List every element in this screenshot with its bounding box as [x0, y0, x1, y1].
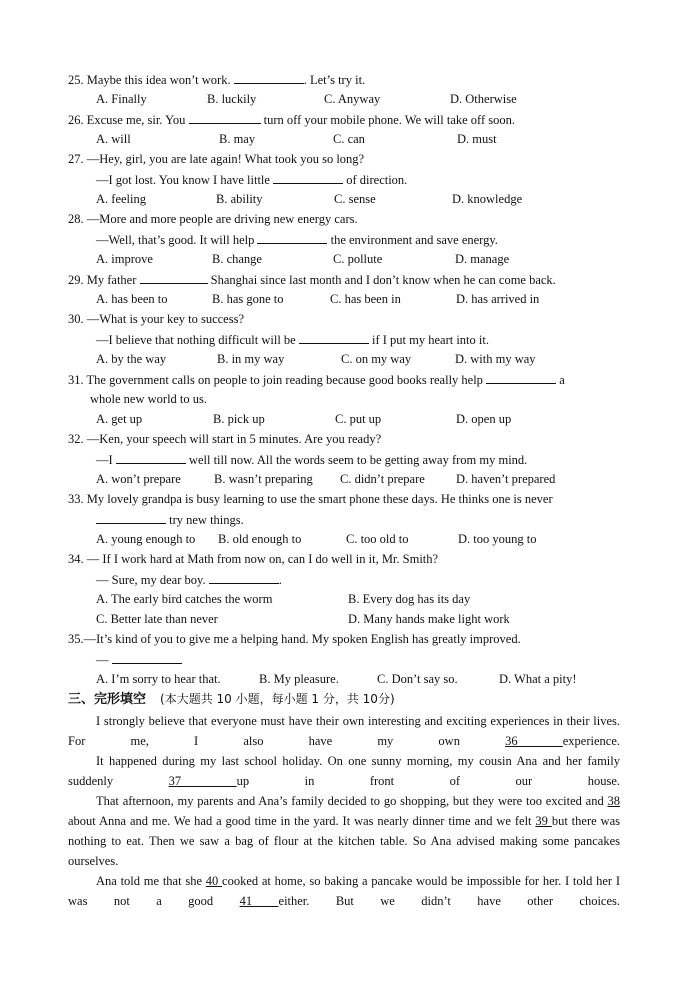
question-32-reply-text: —I [96, 453, 116, 467]
section-note: (本大题共 10 小题，每小题 1 分，共 10分) [160, 692, 395, 706]
option-a: A. I’m sorry to hear that. [96, 672, 221, 686]
option-c: C. too old to [346, 532, 409, 546]
option-a: A. The early bird catches the worm [96, 592, 273, 606]
passage-text: either. But we didn’t have other choices. [278, 894, 621, 908]
passage-paragraph-1 [68, 711, 620, 751]
option-b: B. change [212, 252, 262, 266]
section-header [68, 690, 395, 709]
question-26-stem-end: turn off your mobile phone. We will take off soon. [260, 113, 516, 127]
option-d: D. Many hands make light work [348, 612, 510, 626]
question-32-reply-end: well till now. All the words seem to be getting away from my mind. [185, 453, 528, 467]
option-a: A. feeling [96, 192, 146, 206]
answer-blank [209, 571, 279, 584]
answer-blank [234, 71, 304, 84]
option-a: A. will [96, 132, 131, 146]
question-32-reply [96, 451, 527, 468]
question-25-stem: 25. Maybe this idea won’t work. [68, 73, 234, 87]
passage-paragraph-2 [68, 751, 620, 791]
question-26 [68, 111, 515, 128]
option-a: A. young enough to [96, 532, 196, 546]
answer-blank [189, 111, 261, 124]
question-33: 33. My lovely grandpa is busy learning to use the smart phone these days. He thinks one is never [68, 492, 553, 506]
question-33-continued-text: try new things. [166, 513, 244, 527]
passage-text: experience. [562, 734, 621, 748]
question-30-reply-text: —I believe that nothing difficult will be [96, 333, 299, 347]
option-c: C. pollute [333, 252, 383, 266]
option-a: A. Finally [96, 92, 147, 106]
question-25-stem-end: . Let’s try it. [303, 73, 366, 87]
answer-blank [257, 231, 327, 244]
option-d: D. haven’t prepared [456, 472, 556, 486]
option-a: A. has been to [96, 292, 168, 306]
answer-blank [299, 331, 369, 344]
blank-37: 37 [168, 774, 237, 788]
question-29-stem-end: Shanghai since last month and I don’t know when he can come back. [207, 273, 556, 287]
option-c: C. on my way [341, 352, 412, 366]
option-b: B. ability [216, 192, 263, 206]
answer-blank [116, 451, 186, 464]
question-31-stem-end: a [556, 373, 565, 387]
option-b: B. wasn’t preparing [214, 472, 313, 486]
passage-text: That afternoon, my parents and Ana’s family decided to go shopping, but they were too excited and [96, 794, 608, 808]
question-34-reply-end: . [278, 573, 282, 587]
option-b: B. Every dog has its day [348, 592, 471, 606]
section-title: 三、完形填空 [68, 692, 147, 707]
passage-text: about Anna and me. We had a good time in the yard. It was nearly dinner time and we felt [68, 814, 536, 828]
question-31 [68, 371, 565, 388]
question-28-reply [96, 231, 498, 248]
blank-38: 38 [607, 794, 620, 808]
blank-41: 41 [239, 894, 279, 908]
question-34-options-row2 [0, 611, 695, 627]
option-b: B. My pleasure. [259, 672, 339, 686]
option-b: B. old enough to [218, 532, 302, 546]
option-a: A. get up [96, 412, 143, 426]
option-c: C. can [333, 132, 365, 146]
blank-36: 36 [505, 734, 563, 748]
passage-text: but there was nothing to eat. Then we saw a bag of flour at the kitchen table. So Ana advised making some pancakes ourselves. [68, 814, 620, 868]
question-31-continued: whole new world to us. [90, 392, 207, 406]
answer-blank [273, 171, 343, 184]
question-27-options [0, 191, 695, 207]
passage-text: up in front of our house. [236, 774, 621, 788]
option-c: C. Don’t say so. [377, 672, 458, 686]
question-35-reply-text: — [96, 653, 112, 667]
question-29-stem: 29. My father [68, 273, 140, 287]
question-28-reply-text: —Well, that’s good. It will help [96, 233, 258, 247]
question-28-reply-end: the environment and save energy. [327, 233, 498, 247]
question-34-reply [96, 571, 282, 588]
answer-blank [140, 271, 208, 284]
question-26-options [0, 131, 695, 147]
passage-text: I strongly believe that everyone must have their own interesting and exciting experiences in their lives. For me, I also have my own [68, 714, 620, 748]
answer-blank [112, 651, 182, 664]
question-25-options [0, 91, 695, 107]
passage-text: Ana told me that she [96, 874, 206, 888]
question-31-options [0, 411, 695, 427]
question-31-stem: 31. The government calls on people to join reading because good books really help [68, 373, 487, 387]
question-35-reply [96, 651, 182, 668]
option-c: C. put up [335, 412, 382, 426]
option-a: A. won’t prepare [96, 472, 181, 486]
question-28-options [0, 251, 695, 267]
question-25 [68, 71, 365, 88]
option-d: D. manage [455, 252, 510, 266]
passage-paragraph-4 [68, 871, 620, 911]
option-d: D. has arrived in [456, 292, 540, 306]
option-d: D. too young to [458, 532, 537, 546]
option-a: A. by the way [96, 352, 167, 366]
option-d: D. Otherwise [450, 92, 517, 106]
question-34-reply-text: — Sure, my dear boy. [96, 573, 209, 587]
question-35-options [0, 671, 695, 687]
question-30-reply-end: if I put my heart into it. [368, 333, 489, 347]
option-c: C. didn’t prepare [340, 472, 425, 486]
option-d: D. with my way [455, 352, 536, 366]
option-b: B. in my way [217, 352, 285, 366]
answer-blank [486, 371, 556, 384]
option-d: D. must [457, 132, 497, 146]
option-c: C. sense [334, 192, 376, 206]
question-26-stem: 26. Excuse me, sir. You [68, 113, 189, 127]
option-b: B. pick up [213, 412, 265, 426]
question-34: 34. — If I work hard at Math from now on, can I do well in it, Mr. Smith? [68, 552, 439, 566]
question-32-options [0, 471, 695, 487]
question-33-continued [96, 511, 244, 528]
question-27-reply-end: of direction. [343, 173, 408, 187]
option-c: C. Better late than never [96, 612, 218, 626]
blank-39: 39 [535, 814, 552, 828]
option-c: C. has been in [330, 292, 401, 306]
question-35: 35.—It’s kind of you to give me a helping hand. My spoken English has greatly improved. [68, 632, 521, 646]
question-27: 27. —Hey, girl, you are late again! What took you so long? [68, 152, 365, 166]
option-c: C. Anyway [324, 92, 381, 106]
option-d: D. knowledge [452, 192, 523, 206]
question-27-reply [96, 171, 407, 188]
passage-text: cooked at home, so baking a pancake would be impossible for her. I told her I was not a good [68, 874, 621, 908]
question-28: 28. —More and more people are driving new energy cars. [68, 212, 358, 226]
option-d: D. open up [456, 412, 512, 426]
question-30-reply [96, 331, 489, 348]
question-29 [68, 271, 556, 288]
question-29-options [0, 291, 695, 307]
question-32: 32. —Ken, your speech will start in 5 minutes. Are you ready? [68, 432, 382, 446]
option-d: D. What a pity! [499, 672, 577, 686]
question-33-options [0, 531, 695, 547]
answer-blank [96, 511, 166, 524]
passage-text: It happened during my last school holiday. On one sunny morning, my cousin Ana and her family suddenly [68, 754, 620, 788]
question-30-options [0, 351, 695, 367]
option-b: B. has gone to [212, 292, 284, 306]
option-a: A. improve [96, 252, 153, 266]
option-b: B. luckily [207, 92, 257, 106]
question-34-options-row1 [0, 591, 695, 607]
blank-40: 40 [205, 874, 223, 888]
question-30: 30. —What is your key to success? [68, 312, 245, 326]
option-b: B. may [219, 132, 256, 146]
question-27-reply-text: —I got lost. You know I have little [96, 173, 274, 187]
passage-paragraph-3 [68, 791, 620, 871]
